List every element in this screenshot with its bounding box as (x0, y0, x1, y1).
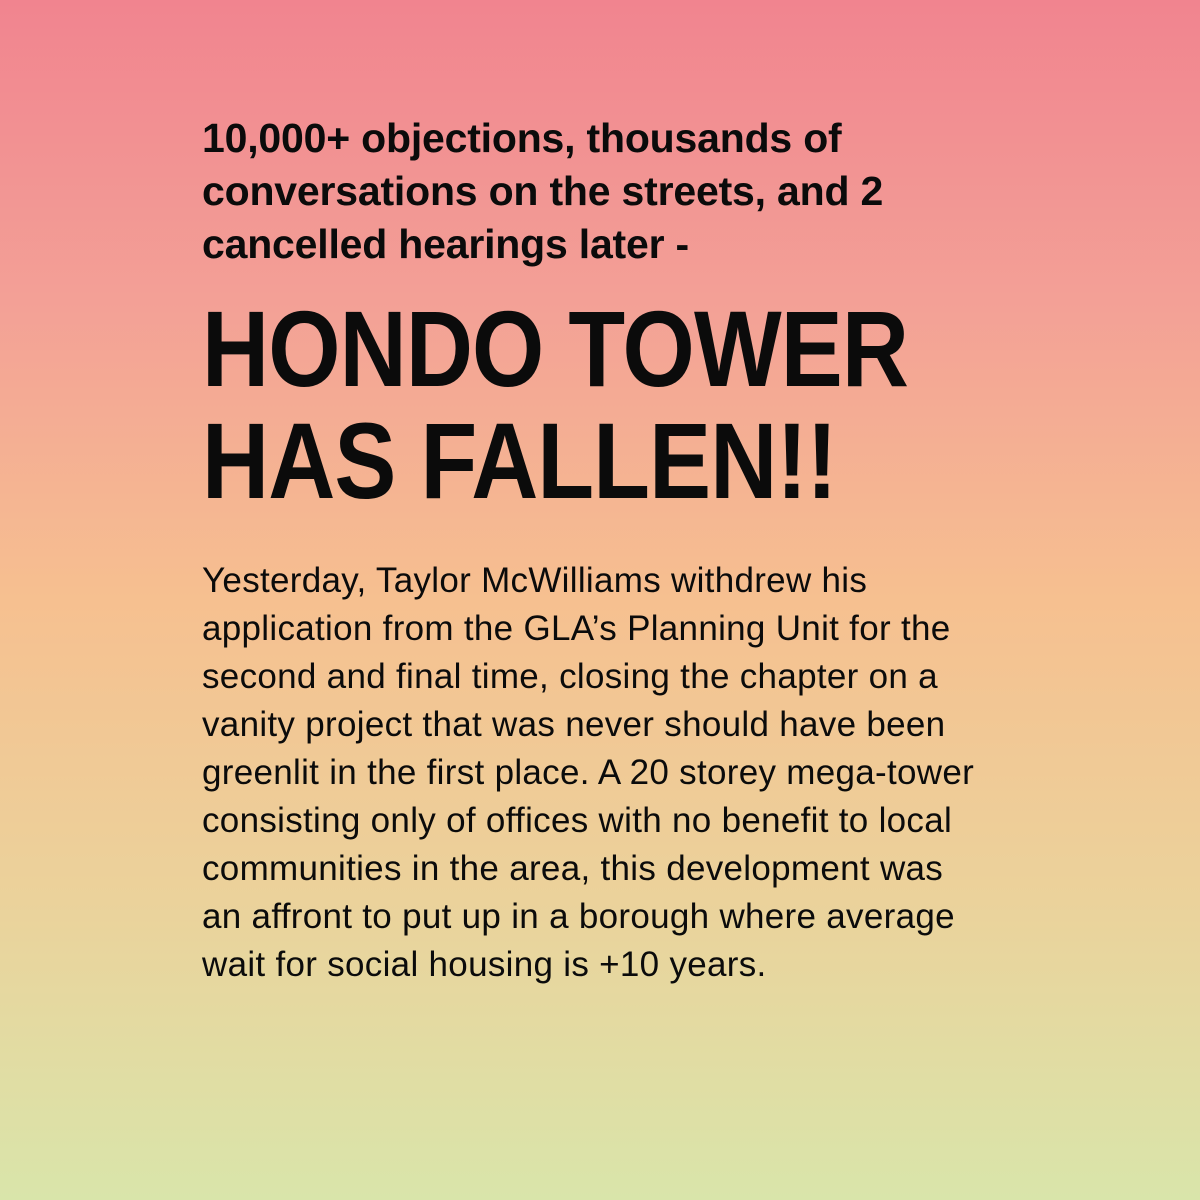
headline-line-2: HAS FALLEN!! (202, 400, 837, 521)
body-text: Yesterday, Taylor McWilliams withdrew his application from the GLA’s Planning Unit for the second and final time, closing the chapter on a vanity project that was never should have been greenlit in the first place. A 20 storey mega-tower consisting only of offices with no benefit to local communities in the area, this development was an affront to put up in a borough where average wait for social housing is +10 years. (202, 561, 975, 984)
headline-line-1: HONDO TOWER (202, 288, 909, 409)
poster-content (202, 112, 1002, 989)
headline (202, 288, 976, 521)
intro-text: 10,000+ objections, thousands of conversations on the streets, and 2 cancelled hearings later - (202, 115, 884, 267)
